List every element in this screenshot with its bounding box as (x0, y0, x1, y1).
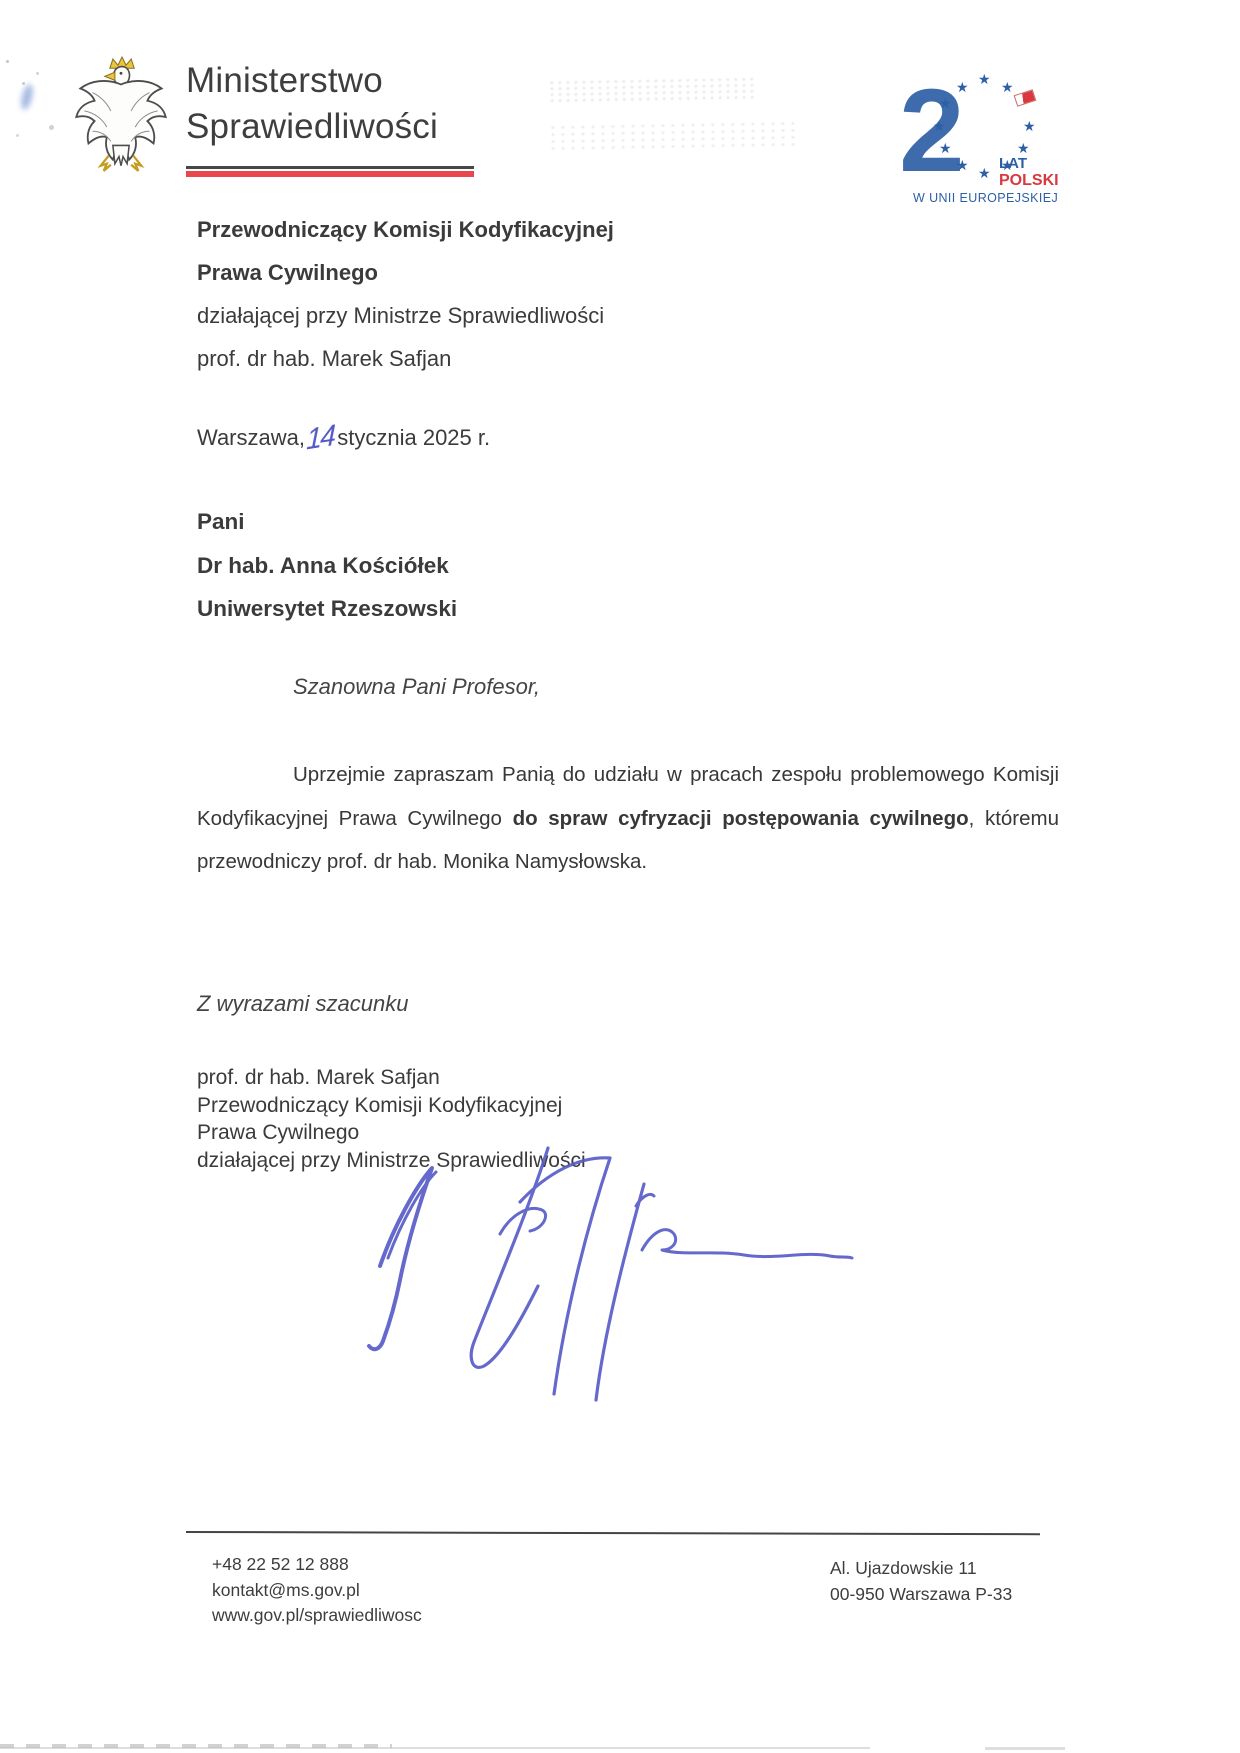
poland-flag-icon (1014, 89, 1037, 107)
body-line2-start: Kodyfikacyjnej Prawa Cywilnego (197, 806, 513, 830)
logo-lat-label: LAT (999, 155, 1028, 172)
scan-edge-artifact (0, 1747, 870, 1749)
footer-city: 00-950 Warszawa P-33 (830, 1583, 1013, 1604)
header-divider (186, 166, 474, 177)
ministry-title (186, 58, 438, 150)
salutation: Szanowna Pani Profesor, (293, 674, 541, 699)
eu-star-icon (978, 166, 992, 180)
handwritten-day: 14 (305, 419, 335, 457)
logo-digit: 2 (899, 65, 965, 197)
eu-star-icon (939, 96, 953, 110)
body-line2-bold: do spraw cyfryzacji postępowania cywilnego (512, 806, 969, 830)
divider-dark-line (186, 166, 474, 169)
footer-contact (212, 1552, 422, 1629)
date-city: Warszawa, (197, 425, 305, 450)
eu-star-icon (933, 119, 947, 133)
footer-street: Al. Ujazdowskie 11 (830, 1558, 977, 1578)
divider-red-line (186, 171, 474, 177)
eu-star-icon (978, 72, 992, 86)
letter-body (197, 753, 1059, 884)
eu-star-icon (956, 80, 970, 94)
footer-phone: +48 22 52 12 888 (212, 1554, 349, 1574)
sender-line: prof. dr hab. Marek Safjan (197, 346, 452, 371)
signature-line: Przewodniczący Komisji Kodyfikacyjnej (197, 1093, 563, 1117)
date-rest: stycznia 2025 r. (337, 425, 491, 450)
recipient-line: Uniwersytet Rzeszowski (197, 596, 458, 621)
date-line (197, 419, 491, 457)
signature-line: działającej przy Ministrze Sprawiedliwości (197, 1148, 586, 1172)
recipient-block (197, 500, 457, 631)
scan-ghost-text (548, 76, 753, 104)
footer-divider (186, 1531, 1040, 1535)
footer-address (830, 1556, 1012, 1607)
eu-star-icon (1017, 141, 1031, 155)
eu-star-icon (956, 158, 970, 172)
sender-line: działającej przy Ministrze Sprawiedliwości (197, 303, 605, 328)
polish-eagle-emblem (70, 56, 172, 180)
body-line (197, 797, 1059, 841)
ministry-title-line1: Ministerstwo (186, 61, 383, 100)
ink-smudge (19, 83, 35, 111)
sender-line: Prawa Cywilnego (197, 260, 378, 285)
signature-line: prof. dr hab. Marek Safjan (197, 1066, 440, 1089)
scan-speckle (6, 60, 9, 63)
sender-block (197, 208, 614, 380)
recipient-line: Dr hab. Anna Kościółek (197, 552, 449, 578)
scan-edge-artifact (985, 1747, 1065, 1750)
footer-email: kontakt@ms.gov.pl (212, 1579, 360, 1600)
footer-website: www.gov.pl/sprawiedliwosc (212, 1605, 422, 1625)
eu-star-icon (1023, 119, 1037, 133)
body-line: Uprzejmie zapraszam Panią do udziału w pracach zespołu problemowego Komisji (293, 763, 1059, 786)
eu-star-icon (1001, 80, 1015, 94)
signature-line: Prawa Cywilnego (197, 1121, 360, 1144)
closing-phrase: Z wyrazami szacunku (197, 991, 409, 1016)
sender-line: Przewodniczący Komisji Kodyfikacyjnej (197, 217, 614, 242)
eu-20-years-logo (899, 65, 1059, 210)
handwritten-signature (352, 1138, 872, 1408)
logo-polski-label: POLSKI (999, 172, 1059, 189)
body-line2-end: , któremu (968, 806, 1059, 830)
ministry-title-line2: Sprawiedliwości (186, 107, 438, 146)
eu-star-icon (939, 141, 953, 155)
scan-ghost-text (548, 120, 796, 154)
body-line: przewodniczy prof. dr hab. Monika Namysłowska. (197, 850, 648, 873)
recipient-line: Pani (197, 509, 245, 534)
logo-eu-label: W UNII EUROPEJSKIEJ (913, 191, 1059, 205)
